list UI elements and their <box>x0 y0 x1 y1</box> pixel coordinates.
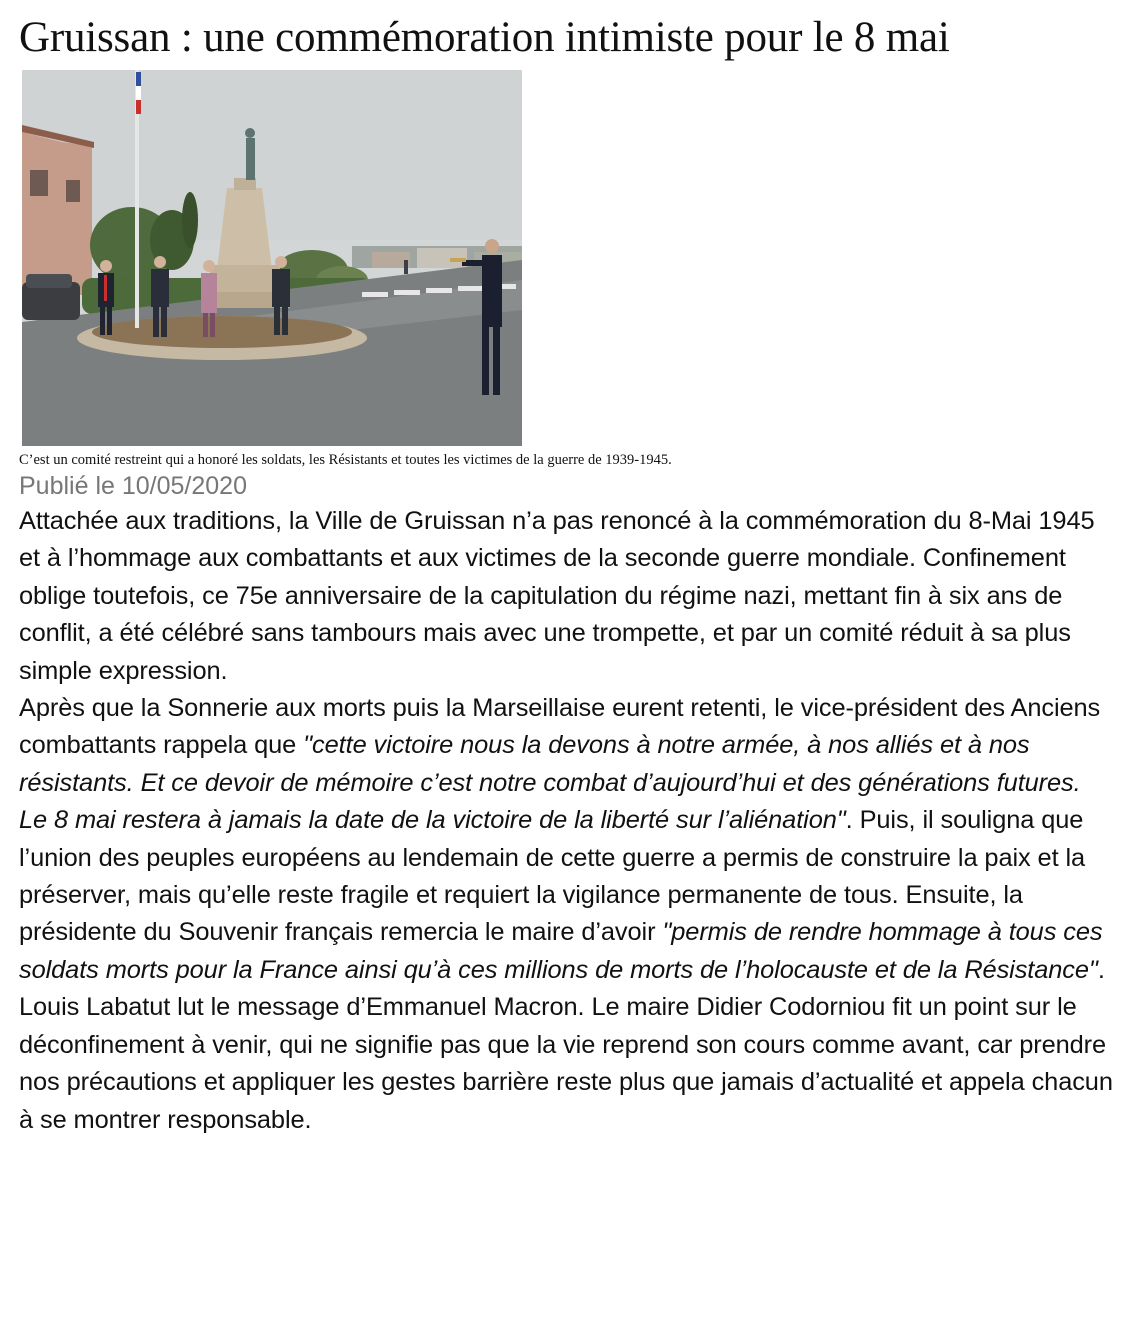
paragraph-2-text-3: . Louis Labatut lut le message d’Emmanuel Macron. Le maire Didier Codorniou fit un point sur le déconfinement à venir, qui ne signifie pas que la vie reprend son cours comme avant, car prendre nos précautions et appliquer les gestes barrière reste plus que jamais d’actualité et appela chacun à se montrer responsable. <box>19 955 1113 1134</box>
photo-illustration <box>22 70 522 446</box>
article <box>19 12 1114 1139</box>
paragraph-2-quote-1: "cette victoire nous la devons à notre armée, à nos alliés et à nos résistants. Et ce devoir de mémoire c’est notre combat d’aujourd’hui et des générations futures. Le 8 mai restera à jamais la date de la victoire de la liberté sur l’aliénation" <box>19 731 1081 835</box>
publication-date: Publié le 10/05/2020 <box>19 472 247 500</box>
paragraph-2-quote-2: "permis de rendre hommage à tous ces soldats morts pour la France ainsi qu’à ces millions de morts de l’holocauste et de la Résistance" <box>19 918 1103 984</box>
photo-caption: C’est un comité restreint qui a honoré les soldats, les Résistants et toutes les victimes de la guerre de 1939-1945. <box>19 452 672 468</box>
article-body <box>19 503 1114 1139</box>
paragraph-2-text-2: . Puis, il souligna que l’union des peuples européens au lendemain de cette guerre a permis de construire la paix et la préserver, mais qu’elle reste fragile et requiert la vigilance permanente de tous. Ensuite, la présidente du Souvenir français remercia le maire d’avoir <box>19 806 1086 947</box>
paragraph-1: Attachée aux traditions, la Ville de Gruissan n’a pas renoncé à la commémoration du 8-Mai 1945 et à l’hommage aux combattants et aux victimes de la seconde guerre mondiale. Confinement oblige toutefois, ce 75e anniversaire de la capitulation du régime nazi, mettant fin à six ans de conflit, a été célébré sans tambours mais avec une trompette, et par un comité réduit à sa plus simple expression. <box>19 507 1095 685</box>
paragraph-2 <box>19 690 1114 1139</box>
paragraph-2-text-1: Après que la Sonnerie aux morts puis la Marseillaise eurent retenti, le vice-président des Anciens combattants rappela que <box>19 694 1101 760</box>
article-title: Gruissan : une commémoration intimiste pour le 8 mai <box>19 14 950 61</box>
article-photo <box>22 70 522 446</box>
